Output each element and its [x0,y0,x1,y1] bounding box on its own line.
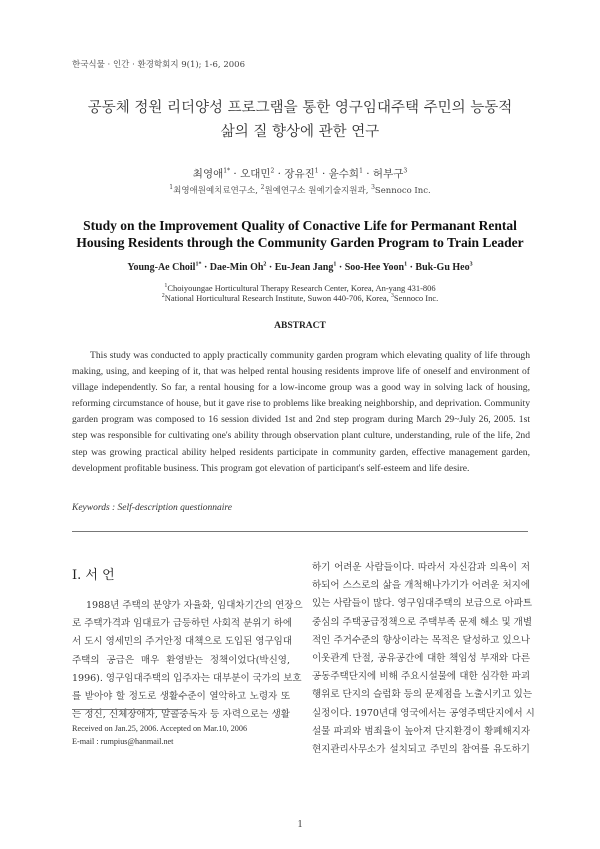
author-separator: · [274,168,285,180]
keywords: Keywords : Self-description questionnaire [72,503,232,513]
section-divider [72,531,528,532]
body-line: 1996). 영구임대주택의 입주자는 대부분이 국가의 보호 [72,672,302,684]
page-number: 1 [297,819,303,830]
author-separator: · [362,168,373,180]
body-line: 주택의 공급은 매우 환영받는 정책이었다(박신영, [72,654,290,666]
affiliation-text: 원예연구소 원예기술지원과, [264,186,372,196]
author-name: Dae-Min Oh [209,262,264,273]
english-authors [0,262,600,273]
left-column [72,597,303,724]
author-name: 장유진 [284,168,315,180]
body-line: 적인 주거수준의 향상이라는 목적은 달성하고 있으나 [312,634,530,646]
affiliation-sup: 3 [371,184,375,192]
author-separator: · [201,262,210,273]
author-name: Eu-Jean Jang [274,262,334,273]
footnote-divider [72,709,182,710]
body-line: 현지관리사무소가 설치되고 주민의 참여를 유도하기 [312,743,530,755]
korean-authors [0,166,600,181]
footnote-received: Received on Jan.25, 2006. Accepted on Mar.10, 2006 [72,724,248,733]
abstract-heading: ABSTRACT [274,321,326,331]
body-line: 있는 사람들이 많다. 영구임대주택의 보급으로 아파트 [312,598,533,610]
body-line: 1988년 주택의 분양가 자율화, 임대차기간의 연장으 [86,600,303,611]
body-line: 하기 어려운 사람들이다. 따라서 자신감과 의욕이 저 [312,562,530,573]
body-line: 서 도시 영세민의 주거안정 대책으로 도입된 영구임대 [72,636,293,648]
author-name: Buk-Gu Heo [415,262,470,273]
body-line: 공동주택단지에 비해 주요시설물에 대한 심각한 파괴 [312,671,530,683]
author-sup: 2 [270,167,275,175]
author-sup: 1* [195,261,202,268]
english-title-line-1: Study on the Improvement Quality of Conactive Life for Permanant Rental [83,218,517,233]
author-sup: 3 [469,261,473,268]
journal-header: 한국식물 · 인간 · 환경학회지 9(1); 1-6, 2006 [72,60,245,70]
affiliation-sup: 1 [164,283,168,290]
body-line: 하되어 스스로의 삶을 개척해나가기가 어려운 처지에 [312,580,530,592]
author-separator: · [407,262,416,273]
english-affiliation-line-1 [0,283,600,293]
affiliation-sup: 1 [169,184,174,192]
author-sup: 1 [333,261,337,268]
author-sup: 2 [263,261,267,268]
affiliation-text: Sennoco Inc. [393,293,439,303]
body-line: 중심의 주택공급정책으로 주택부족 문제 해소 및 개별 [312,616,533,628]
author-name: Young-Ae Choil [127,262,196,273]
body-line: 실정이다. 1970년대 영국에서는 공영주택단지에서 시 [312,707,535,719]
korean-title-line-2: 삶의 질 향상에 관한 연구 [220,124,380,140]
abstract-body: This study was conducted to apply practically community garden program which elevating quality of life through making, using, and keeping of it, that was helped rental housing residents improve life of oneself and environment of village independently. So far, a rental housing for a low-income group was a good way in solving lack of housing, reforming circumstance of house, but it gave rise to problems like breaking neighborship, and deprivation. Community garden program was composed to 16 session divided 1st and 2nd step program during March 29~July 26, 2005. 1st step was responsible for cultivating one's ability through observation plant culture, understanding, rule of the life, 2nd step was growing practical ability helped residents participate in community garden, effective management garden, development profitable business. This program got elevation of participant's self-esteem and life desire. [72,350,530,474]
author-name: Soo-Hee Yoon [344,262,405,273]
affiliation-sup: 2 [161,293,165,300]
author-separator: · [318,168,329,180]
body-line: 로 주택가격과 임대료가 급등하던 사회적 분위기 하에 [72,618,293,630]
affiliation-text: National Horticultural Research Institute, Suwon 440-706, Korea, [164,293,391,303]
author-name: 오대민 [240,168,271,180]
affiliation-text: 최영애원예치료연구소, [173,186,261,196]
author-sup: 1 [404,261,408,268]
author-name: 윤수희 [328,168,360,180]
affiliation-text: Choiyoungae Horticultural Therapy Research Center, Korea, An-yang 431-806 [167,283,436,293]
footnote-email: E-mail : rumpius@hanmail.net [72,737,174,746]
author-sup: 1* [223,167,231,175]
english-affiliation-line-2 [0,293,600,303]
author-sup: 1 [359,167,363,175]
author-separator: · [230,168,241,180]
body-line: 이웃관계 단절, 공유공간에 대한 책임성 부재와 다른 [312,652,530,664]
author-name: 최영애 [192,168,224,180]
right-column [312,559,535,759]
body-line: 설물 파괴와 범죄율이 높아져 단지환경이 황폐해지자 [312,725,530,737]
section-heading: I. 서 언 [72,568,115,583]
english-title-line-2: Housing Residents through the Community Garden Program to Train Leader [76,235,524,250]
author-separator: · [336,262,345,273]
author-name: 허부구 [372,168,404,180]
korean-affiliations [0,184,600,196]
author-separator: · [266,262,275,273]
affiliation-text: Sennoco Inc. [374,186,431,196]
author-sup: 3 [403,167,408,175]
author-sup: 1 [314,167,319,175]
affiliation-sup: 2 [260,184,265,192]
body-line: 를 받아야 할 정도로 생활수준이 열악하고 노령자 또 [72,690,290,702]
body-line: 는 정신, 신체장애자, 알콜중독자 등 자력으로는 생활 [72,709,290,721]
affiliation-sup: 3 [390,293,394,300]
body-line: 행위로 단지의 슬럼화 등의 문제점을 노출시키고 있는 [312,689,533,701]
korean-title-line-1: 공동체 정원 리더양성 프로그램을 통한 영구임대주택 주민의 능동적 [87,100,513,116]
